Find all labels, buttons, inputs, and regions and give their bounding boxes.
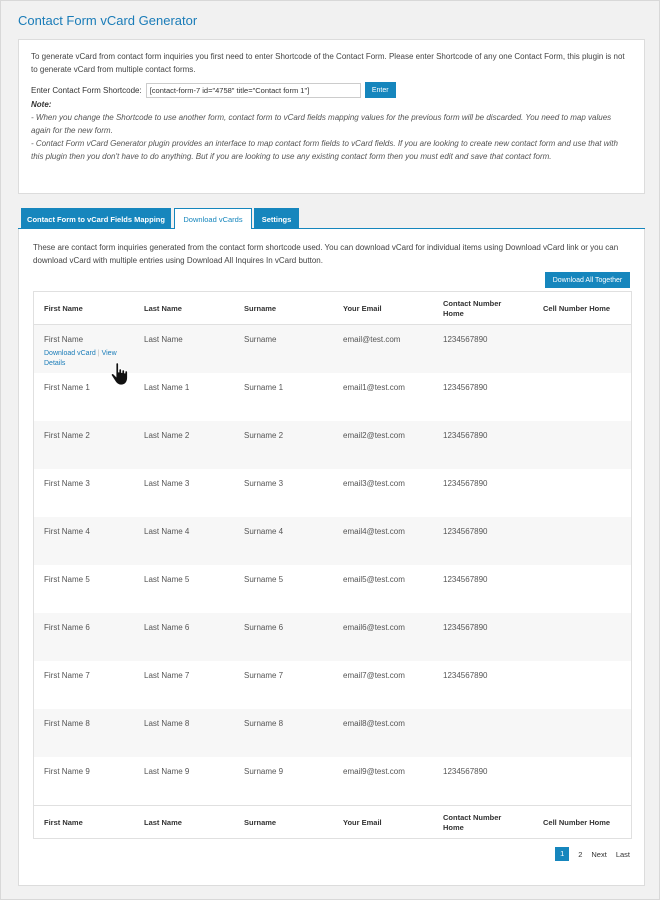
table-row [34,709,631,757]
tab-bar [18,206,645,229]
download-vcard-link[interactable]: Download vCard [44,350,96,357]
download-description: These are contact form inquiries generated from the contact form shortcode used. You can download vCard for individual items using Download vCard link or you can download vCard with multiple entries using Download All Inquires In vCard button. [33,243,619,265]
cell-first-name: First Name 5 [44,575,90,584]
note-1: - When you change the Shortcode to use another form, contact form to vCard fields mapping values for the previous form will be discarded. You need to map values again for the new form. [31,113,612,135]
cell-first-name: First Name 4 [44,527,90,536]
cell-contact-number: 1234567890 [443,671,488,680]
header-cell-number-home[interactable]: Cell Number Home [543,303,611,313]
cell-surname: Surname 8 [244,719,284,728]
footer-cell-number-home[interactable]: Cell Number Home [543,817,611,827]
table-row [34,469,631,517]
cell-first-name: First Name 9 [44,767,90,776]
cell-first-name: First Name 6 [44,623,90,632]
cell-contact-number: 1234567890 [443,527,488,536]
cell-last-name: Last Name 9 [144,767,190,776]
note-heading: Note: [31,100,52,109]
page-title: Contact Form vCard Generator [18,13,198,28]
footer-surname[interactable]: Surname [244,817,277,827]
cell-surname: Surname [244,335,277,344]
shortcode-panel [18,39,645,194]
view-details-link[interactable]: View Details [44,350,117,367]
row-action-separator: | [97,350,100,357]
cell-email: email6@test.com [343,623,405,632]
cell-last-name: Last Name 6 [144,623,190,632]
shortcode-label: Enter Contact Form Shortcode: [31,85,142,95]
page-current[interactable]: 1 [555,847,569,861]
header-first-name[interactable]: First Name [44,303,83,313]
cell-first-name: First Name [44,335,84,344]
hand-pointer-icon [109,361,135,387]
table-row [34,565,631,613]
cell-contact-number: 1234567890 [443,431,488,440]
header-contact-number-home[interactable]: Contact Number Home [443,298,502,318]
footer-last-name[interactable]: Last Name [144,817,182,827]
cell-last-name: Last Name 8 [144,719,190,728]
cell-last-name: Last Name 3 [144,479,190,488]
cell-email: email@test.com [343,335,401,344]
cell-first-name: First Name 3 [44,479,90,488]
header-surname[interactable]: Surname [244,303,277,313]
header-your-email[interactable]: Your Email [343,303,382,313]
cell-email: email3@test.com [343,479,405,488]
cell-email: email8@test.com [343,719,405,728]
header-last-name[interactable]: Last Name [144,303,182,313]
cell-surname: Surname 7 [244,671,284,680]
cell-last-name: Last Name 4 [144,527,190,536]
cell-contact-number: 1234567890 [443,767,488,776]
table-row [34,613,631,661]
cell-email: email4@test.com [343,527,405,536]
cell-contact-number: 1234567890 [443,623,488,632]
last-page-link[interactable]: Last [615,849,630,859]
cell-email: email7@test.com [343,671,405,680]
cell-contact-number: 1234567890 [443,383,488,392]
next-page-link[interactable]: Next [591,849,607,859]
page-2-link[interactable]: 2 [578,849,583,859]
intro-text: To generate vCard from contact form inquiries you first need to enter Shortcode of the Contact Form. Please enter Shortcode of any one Contact Form, this plugin is not to generate vCard from multiple contact forms. [31,52,625,74]
cell-last-name: Last Name 7 [144,671,190,680]
pagination [555,847,630,861]
footer-first-name[interactable]: First Name [44,817,83,827]
footer-contact-number-home[interactable]: Contact Number Home [443,812,502,832]
shortcode-row [31,82,632,98]
cell-surname: Surname 6 [244,623,284,632]
cell-surname: Surname 2 [244,431,284,440]
download-all-together-button[interactable]: Download All Together [545,272,630,288]
enter-button[interactable]: Enter [365,82,396,98]
table-row [34,661,631,709]
cell-surname: Surname 4 [244,527,284,536]
cell-email: email1@test.com [343,383,405,392]
note-2: - Contact Form vCard Generator plugin provides an interface to map contact form fields to vCard fields. If you are looking to create new contact form and use that with this plugin then you don't have to do anything. But if you are looking to use any existing contact form then you must edit and save that contact form. [31,139,618,161]
cell-surname: Surname 5 [244,575,284,584]
download-vcards-panel [18,229,645,886]
cell-surname: Surname 1 [244,383,284,392]
cell-last-name: Last Name 2 [144,431,190,440]
cell-email: email2@test.com [343,431,405,440]
table-row [34,421,631,469]
table-row [34,757,631,805]
cell-contact-number: 1234567890 [443,335,488,344]
cell-last-name: Last Name [144,335,183,344]
shortcode-input[interactable] [146,83,361,98]
cell-first-name: First Name 7 [44,671,90,680]
table-footer [34,805,631,838]
cell-surname: Surname 9 [244,767,284,776]
footer-your-email[interactable]: Your Email [343,817,382,827]
cell-email: email9@test.com [343,767,405,776]
cell-email: email5@test.com [343,575,405,584]
table-row [34,517,631,565]
tab-settings[interactable]: Settings [254,208,299,230]
table-header [34,292,631,325]
cell-first-name: First Name 1 [44,383,90,392]
cell-surname: Surname 3 [244,479,284,488]
cell-first-name: First Name 2 [44,431,90,440]
cell-contact-number: 1234567890 [443,479,488,488]
cell-first-name: First Name 8 [44,719,90,728]
cell-last-name: Last Name 5 [144,575,190,584]
tab-download-vcards[interactable]: Download vCards [174,208,252,230]
cell-contact-number: 1234567890 [443,575,488,584]
cell-last-name: Last Name 1 [144,383,190,392]
tab-fields-mapping[interactable]: Contact Form to vCard Fields Mapping [21,208,171,230]
